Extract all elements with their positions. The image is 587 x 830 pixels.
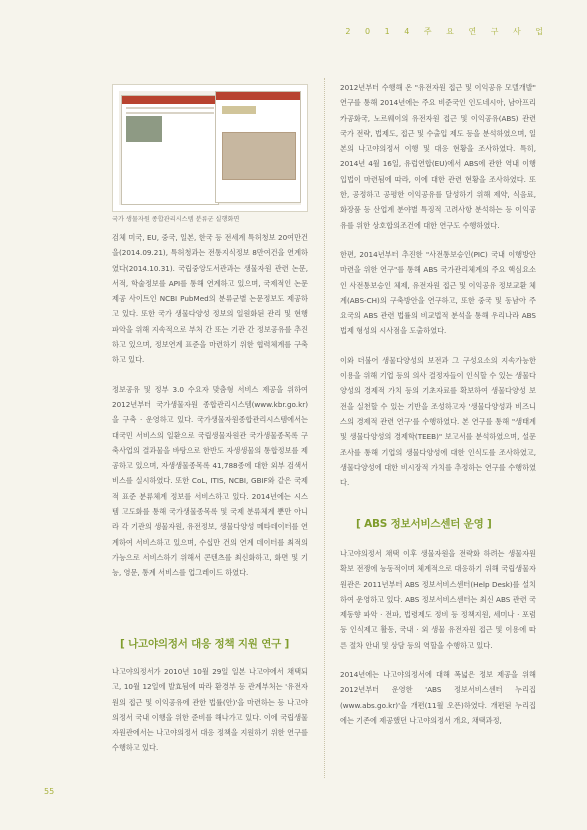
figure-screenshot [112,84,308,212]
figure-map [222,132,296,180]
figure-window-header [122,96,218,104]
paragraph: 2012년부터 수행해 온 "유전자원 접근 및 이익공유 모델개발" 연구를 통해 2014년에는 주요 비준국인 인도네시아, 남아프리카공화국, 노르웨이의 유전자원 접근 및 이익공유(ABS) 관련 국가 전략, 법제도, 접근 및 수출입 제도 등을 분석하였으며, 일본의 나고야의정서 이행 및 대응 현황을 조사하였다. 특히, 2014년 4월 16일, 유럽연합(EU)에서 ABS에 관한 역내 이행입법이 마련됨에 따라, 이에 대한 관련 현황을 조사하였다. 또한, 공정하고 공평한 이익공유를 달성하기 위해 제약, 식음료, 화장품 등 산업계 분야별 특징적 고려사항 분석하는 등 이익공유를 위한 상호합의조건에 대한 연구도 수행하였다. [340,83,536,230]
column-divider [324,78,325,778]
figure-window-header [216,92,300,100]
paragraph: 2014년에는 나고야의정서에 대해 폭넓은 정보 제공을 위해 2012년부터 운영한 'ABS 정보서비스센터 누리집(www.abs.go.kr)'을 개편(11월 오픈)하였다. 개편된 누리집에는 기존에 제공했던 나고야의정서 개요, 채택과정, [340,670,536,725]
figure-caption: 국가 생물자원 종합관리시스템 분류군 실행화면 [112,216,240,223]
figure-tag [222,106,256,114]
right-column [340,80,536,504]
bracket-open: [ [356,518,365,530]
bracket-open: [ [120,638,129,650]
figure-window-right [215,91,301,203]
paragraph: 이와 더불어 생물다양성의 보전과 그 구성요소의 지속가능한 이용을 위해 기업 등의 의사 결정자들이 인식할 수 있는 생물다양성의 경제적 가치 등의 기초자료를 확보하여 생물다양성 보전을 실천할 수 있는 기반을 조성하고자 '생물다양성과 비즈니스의 경제적 관련 연구'를 수행하였다. 본 연구를 통해 "생태계 및 생물다양성의 경제학(TEEB)" 보고서를 분석하였으며, 설문조사를 통해 기업의 생물다양성에 대한 인식도를 조사하였고, 생물다양성에 대한 비시장적 가치를 추정하는 연구를 수행하였다. [340,355,536,488]
paragraph: 한편, 2014년부터 추진한 "사전통보승인(PIC) 국내 이행방안 마련을 위한 연구"를 통해 ABS 국가관리체계의 주요 핵심요소인 사전통보승인 체제, 유전자원 접근 및 이익공유 정보교환 체계(ABS-CH)의 구축방안을 연구하고, 또한 중국 및 동남아 주요국의 ABS 관련 법률의 비교법적 분석을 통해 우리나라 ABS 법제 형성의 시사점을 도출하였다. [340,249,536,336]
section-title-text: ABS 정보서비스센터 운영 [364,518,484,530]
bracket-close: ] [281,638,290,650]
section-title-abs [356,516,492,531]
paragraph: 나고야의정서가 2010년 10월 29일 일본 나고야에서 채택되고, 10월 12일에 발효됨에 따라 환경부 등 관계부처는 '유전자원의 접근 및 이익공유에 관한 법률(안)'을 마련하는 등 나고야의정서 국내 이행을 위한 준비를 해나가고 있다. 이에 국립생물자원관에서는 나고야의정서 대응 정책을 지원하기 위한 연구를 수행하고 있다. [112,667,308,753]
left-column [112,230,308,595]
figure-photo [126,116,162,142]
paragraph: 나고야의정서 채택 이후 생물자원을 전략화 하려는 생물자원 확보 전쟁에 능동적이며 체계적으로 대응하기 위해 국립생물자원관은 2011년부터 ABS 정보서비스센터(Help Desk)를 설치하여 운영하고 있다. ABS 정보서비스센터는 최신 ABS 관련 국제동향 파악 · 전파, 법령제도 정비 등 정책지원, 세미나 · 포럼 등 인식제고 활동, 국내 · 외 생물 유전자원 접근 및 이용에 따른 절차 안내 및 상담 등의 역할을 수행하고 있다. [340,549,536,650]
right-column-section [340,546,536,742]
section-title-text: 나고야의정서 대응 정책 지원 연구 [128,638,282,650]
bracket-close: ] [483,518,492,530]
left-column-section [112,664,308,770]
figure-image [119,91,301,205]
running-title: 2 0 1 4 주 요 연 구 사 업 [345,27,549,36]
page-number: 55 [44,787,55,796]
figure-line [126,107,214,109]
figure-window-left [121,95,219,205]
section-title-nagoya [120,636,289,651]
figure-line [126,112,214,114]
paragraph: 검체 미국, EU, 중국, 일본, 한국 등 전세계 특허청보 20여만건을(2014.09.21), 특허청과는 전통지식정보 8만여건을 연계하였다(2014.10.31). 국립중앙도서관과는 생물자원 관련 논문, 서적, 학술정보를 API를 통해 연계하고 있으며, 국제적인 논문제공 사이트인 NCBI PubMed의 분류군별 논문정보도 제공하고 있다. 또한 국가 생물다양성 정보의 일원화된 관리 및 현행파악을 위해 지속적으로 부처 간 또는 기관 간 정보공유를 추진하고 있으며, 정보연계 표준을 마련하기 위한 협력체계를 구축하고 있다. [112,233,308,365]
paragraph: 정보공유 및 정부 3.0 수요자 맞춤형 서비스 제공을 위하여 2012년부터 국가생물자원 종합관리시스템(www.kbr.go.kr)을 구축 · 운영하고 있다. 국가생물자원종합관리시스템에서는 대국민 서비스의 일환으로 국립생물자원관 국가생물종목록 구축사업의 결과물을 바탕으로 한반도 자생생물의 통합정보를 제공하고 있으며, 자생생물종목록 41,788종에 대한 외부 검색서비스를 실시하였다. 또한 CoL, ITIS, NCBI, GBIF와 같은 국제적 표준 분류체계 정보를 서비스하고 있다. 2014년에는 시스템 고도화를 통해 국가생물종목록 및 국제 분류체계 뿐만 아니라 각 기관의 생물자원, 유전정보, 생물다양성 메타데이터를 연계하여 서비스하고 있으며, 수십만 건의 연계 데이터를 최적의 가능으로 서비스하기 위해서 콘텐츠를 최신화하고, 화면 및 기능, 영문, 통계 서비스를 업그레이드 하였다. [112,384,308,578]
